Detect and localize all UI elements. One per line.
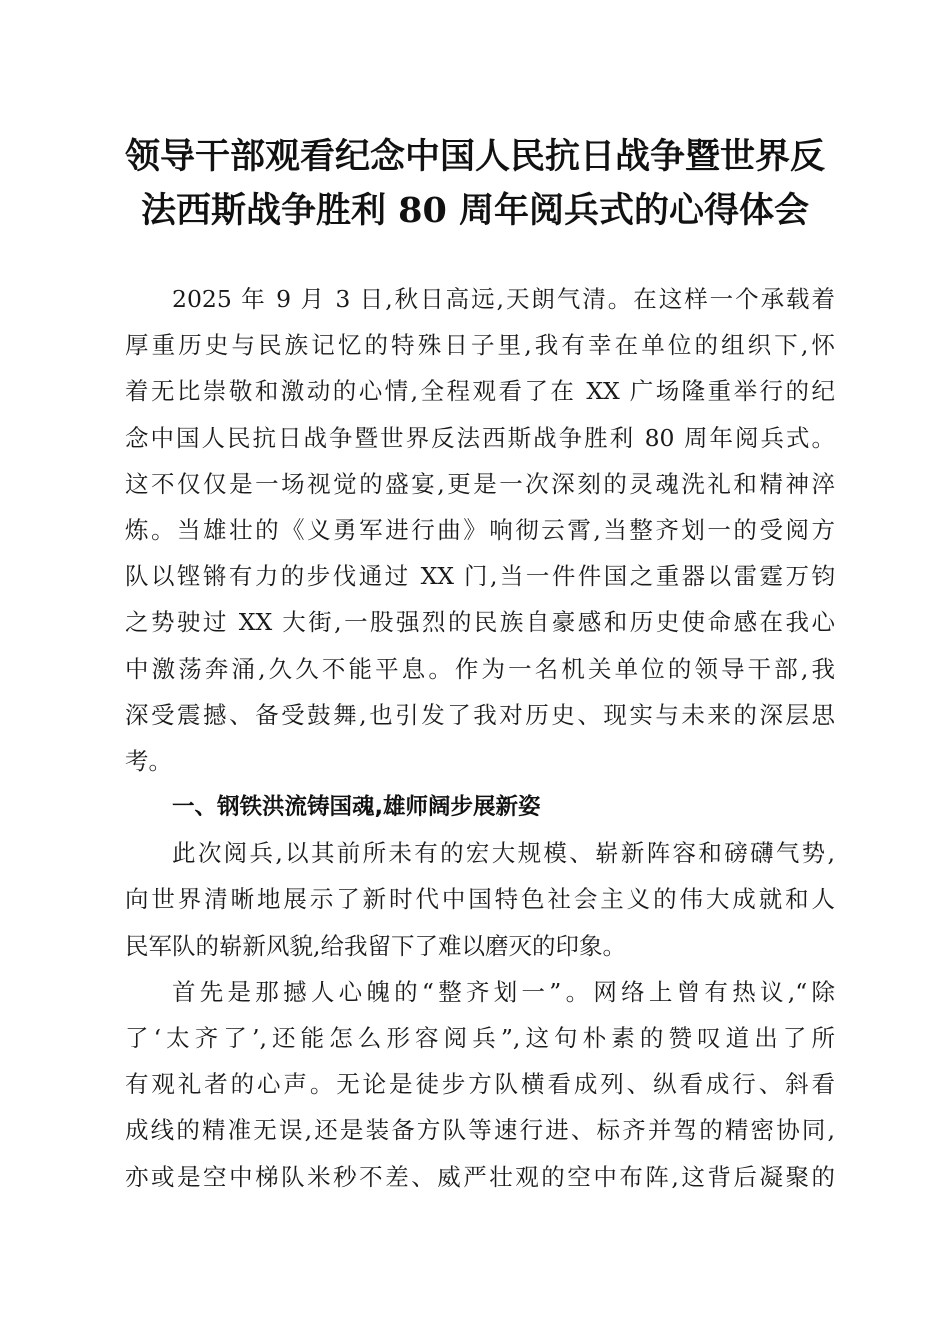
text-line: 中激荡奔涌,久久不能平息。作为一名机关单位的领导干部,我 [125, 654, 835, 683]
text-line: 首先是那撼人心魄的“整齐划一”。网络上曾有热议,“除 [172, 977, 835, 1006]
document-body [125, 276, 835, 1200]
text-line: 2025 年 9 月 3 日,秋日高远,天朗气清。在这样一个承载着 [172, 285, 835, 313]
text-line: 成线的精准无误,还是装备方队等速行进、标齐并驾的精密协同, [125, 1116, 835, 1145]
paragraph-section1-intro [125, 830, 835, 969]
text-line: 考。 [125, 746, 172, 775]
text-line: 民军队的崭新风貌,给我留下了难以磨灭的印象。 [125, 931, 626, 960]
text-line: 向世界清晰地展示了新时代中国特色社会主义的伟大成就和人 [125, 885, 835, 914]
text-line: 厚重历史与民族记忆的特殊日子里,我有幸在单位的组织下,怀 [125, 331, 835, 360]
title-line: 法西斯战争胜利 80 周年阅兵式的心得体会 [140, 190, 810, 231]
paragraph-intro [125, 276, 835, 784]
text-line: 亦或是空中梯队米秒不差、威严壮观的空中布阵,这背后凝聚的 [125, 1162, 835, 1191]
paragraph-section1-first [125, 969, 835, 1200]
text-line: 此次阅兵,以其前所未有的宏大规模、崭新阵容和磅礴气势, [172, 839, 835, 868]
text-line: 了‘太齐了’,还能怎么形容阅兵”,这句朴素的赞叹道出了所 [125, 1024, 835, 1052]
text-line: 这不仅仅是一场视觉的盛宴,更是一次深刻的灵魂洗礼和精神淬 [125, 469, 835, 498]
text-line: 深受震撼、备受鼓舞,也引发了我对历史、现实与未来的深层思 [125, 700, 835, 729]
text-line: 念中国人民抗日战争暨世界反法西斯战争胜利 80 周年阅兵式。 [125, 423, 835, 452]
text-line: 队以铿锵有力的步伐通过 XX 门,当一件件国之重器以雷霆万钧 [125, 562, 835, 591]
text-line: 着无比崇敬和激动的心情,全程观看了在 XX 广场隆重举行的纪 [125, 377, 835, 406]
document-title [100, 130, 850, 238]
section-heading: 一、钢铁洪流铸国魂,雄师阔步展新姿 [172, 794, 541, 821]
text-line: 炼。当雄壮的《义勇军进行曲》响彻云霄,当整齐划一的受阅方 [125, 515, 835, 544]
text-line: 有观礼者的心声。无论是徒步方队横看成列、纵看成行、斜看 [125, 1070, 835, 1099]
text-line: 之势驶过 XX 大街,一股强烈的民族自豪感和历史使命感在我心 [125, 608, 835, 637]
title-line: 领导干部观看纪念中国人民抗日战争暨世界反 [124, 136, 825, 177]
